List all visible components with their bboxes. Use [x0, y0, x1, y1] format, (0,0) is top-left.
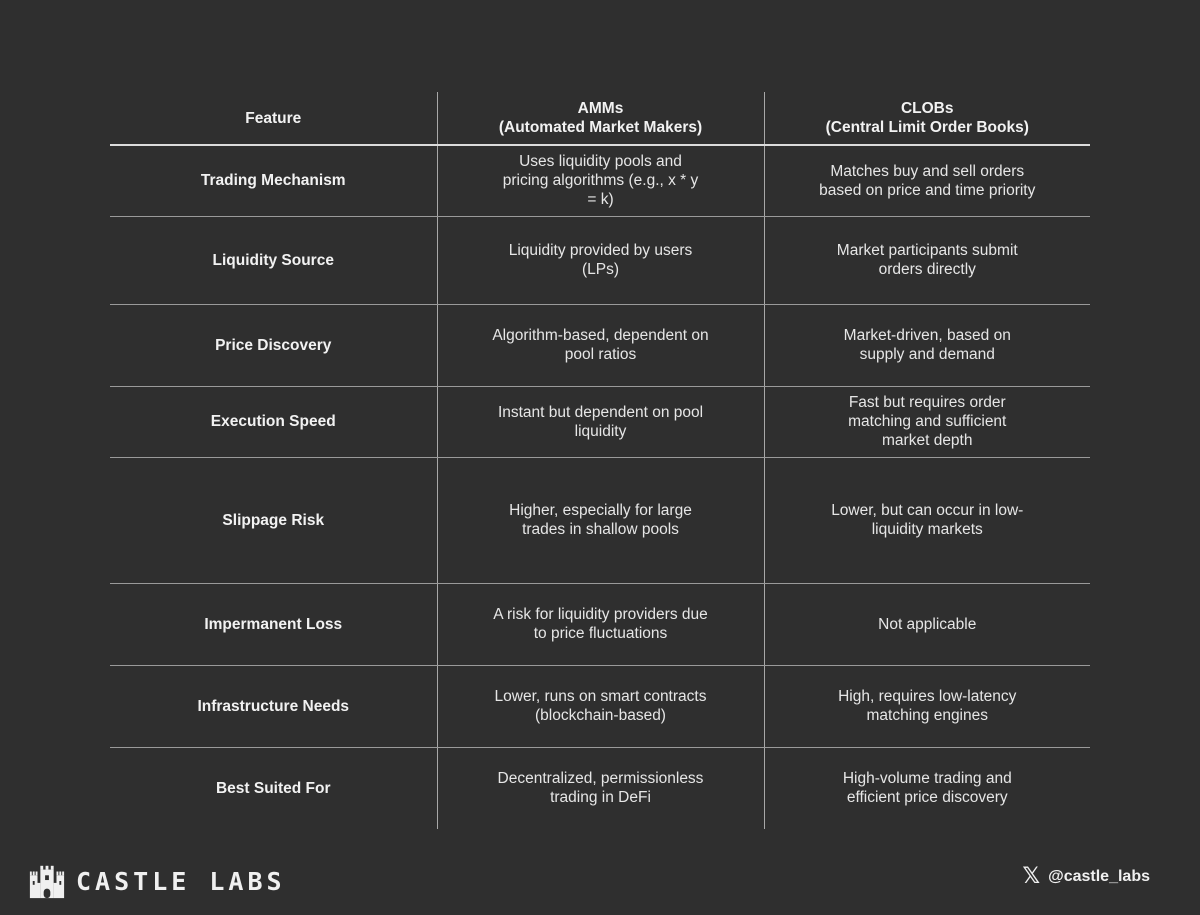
brand-name: CASTLE LABS — [76, 866, 286, 896]
row-amm-cell: Lower, runs on smart contracts (blockchain-based) — [437, 665, 764, 747]
header-clob-title: CLOBs — [900, 100, 954, 117]
header-amm-subtitle: (Automated Market Makers) — [498, 119, 703, 136]
row-feature-trading-mechanism: Trading Mechanism — [110, 145, 437, 216]
row-amm-cell: A risk for liquidity providers due to price fluctuations — [437, 583, 764, 665]
comparison-table — [110, 92, 1090, 829]
table-row — [110, 145, 1090, 216]
row-feature-execution-speed: Execution Speed — [110, 386, 437, 457]
brand-logo — [28, 862, 286, 900]
x-icon: 𝕏 — [1022, 864, 1041, 889]
row-amm-cell: Algorithm-based, dependent on pool ratios — [437, 304, 764, 386]
table-row — [110, 747, 1090, 829]
row-feature-infrastructure-needs: Infrastructure Needs — [110, 665, 437, 747]
row-amm-cell: Instant but dependent on pool liquidity — [437, 386, 764, 457]
header-amm — [437, 92, 764, 145]
row-amm-cell: Decentralized, permissionless trading in DeFi — [437, 747, 764, 829]
row-clob-cell: Matches buy and sell orders based on price and time priority — [764, 145, 1090, 216]
row-feature-slippage-risk: Slippage Risk — [110, 457, 437, 583]
row-clob-cell: Fast but requires order matching and sufficient market depth — [764, 386, 1090, 457]
row-clob-cell: Market participants submit orders directly — [764, 216, 1090, 304]
row-feature-liquidity-source: Liquidity Source — [110, 216, 437, 304]
row-amm-cell: Uses liquidity pools and pricing algorithms (e.g., x * y = k) — [437, 145, 764, 216]
row-amm-cell: Liquidity provided by users (LPs) — [437, 216, 764, 304]
table-row — [110, 304, 1090, 386]
social-handle[interactable] — [1022, 866, 1150, 888]
header-amm-title: AMMs — [577, 100, 624, 117]
table-row — [110, 216, 1090, 304]
table-row — [110, 457, 1090, 583]
row-clob-cell: Lower, but can occur in low-liquidity markets — [764, 457, 1090, 583]
header-clob — [764, 92, 1090, 145]
row-amm-cell: Higher, especially for large trades in shallow pools — [437, 457, 764, 583]
header-row — [110, 92, 1090, 145]
row-feature-best-suited-for: Best Suited For — [215, 779, 331, 797]
table-row — [110, 386, 1090, 457]
row-feature-impermanent-loss: Impermanent Loss — [110, 583, 437, 665]
header-clob-subtitle: (Central Limit Order Books) — [825, 119, 1029, 136]
handle-text: @castle_labs — [1048, 868, 1150, 885]
row-clob-cell: High-volume trading and efficient price discovery — [764, 747, 1090, 829]
header-feature: Feature — [110, 92, 437, 145]
castle-icon — [28, 862, 66, 900]
table-row — [110, 583, 1090, 665]
row-clob-cell: Not applicable — [764, 583, 1090, 665]
row-clob-cell: Market-driven, based on supply and demand — [764, 304, 1090, 386]
table-row — [110, 665, 1090, 747]
row-clob-cell: High, requires low-latency matching engines — [764, 665, 1090, 747]
row-feature-price-discovery: Price Discovery — [110, 304, 437, 386]
